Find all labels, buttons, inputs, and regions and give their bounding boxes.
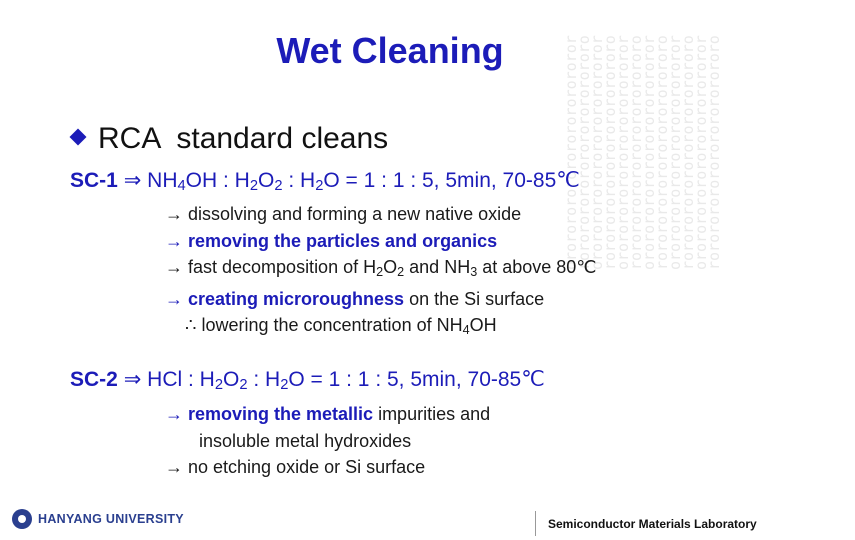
slide-title: Wet Cleaning <box>276 30 504 71</box>
decorative-pattern: ororororororororororororor rororororororororororororo ororororororororororororor rororororororororororororo ororororororororororororor rororororororororororororo ororororororororororororor rororororororororororororo ororororororororororororor rororororororororororororo ororororororororororororor rororororororororororororo <box>562 35 723 270</box>
sc1-formula: $NH_4OH$ : $H_2O_2$ : $H_2O = 1$ : 1 : 5, 5min, 70-85℃ <box>147 169 580 194</box>
footer <box>0 503 780 540</box>
note-item: insoluble metal hydroxides <box>199 430 412 451</box>
university-logo <box>12 509 184 529</box>
sc1-formula-line <box>70 168 580 194</box>
note-item: → no etching oxide or Si surface <box>165 457 426 477</box>
implies-arrow: ⇒ <box>123 368 142 391</box>
sc2-formula: HCl : $H_2O_2$ : $H_2O = 1$ : 1 : 5, 5min, 70-85℃ <box>147 368 545 393</box>
note-item: → removing the particles and organics <box>165 230 498 251</box>
bullet-heading <box>72 122 388 156</box>
sc2-label: SC-2 <box>70 368 118 391</box>
university-name: HANYANG UNIVERSITY <box>38 512 184 526</box>
footer-divider <box>535 511 536 536</box>
sc1-label: SC-1 <box>70 169 118 192</box>
sc1-notes <box>165 201 597 344</box>
note-item: → dissolving and forming a new native oxide <box>165 204 522 224</box>
note-item: → fast decomposition of $H_2O_2$ and $NH_3$ at above 80℃ <box>165 257 597 279</box>
note-item: → creating microroughness on the Si surface <box>165 288 545 309</box>
note-item: ∴ lowering the concentration of $NH_4OH$ <box>185 315 497 337</box>
university-seal-icon <box>12 509 32 529</box>
bullet-text: RCA standard cleans <box>98 122 389 155</box>
diamond-bullet-icon <box>70 129 87 146</box>
sc2-formula-line <box>70 367 545 393</box>
implies-arrow: ⇒ <box>123 169 142 192</box>
lab-name: Semiconductor Materials Laboratory <box>548 517 757 531</box>
sc2-notes <box>165 401 490 481</box>
note-item: → removing the metallic impurities and <box>165 404 491 424</box>
